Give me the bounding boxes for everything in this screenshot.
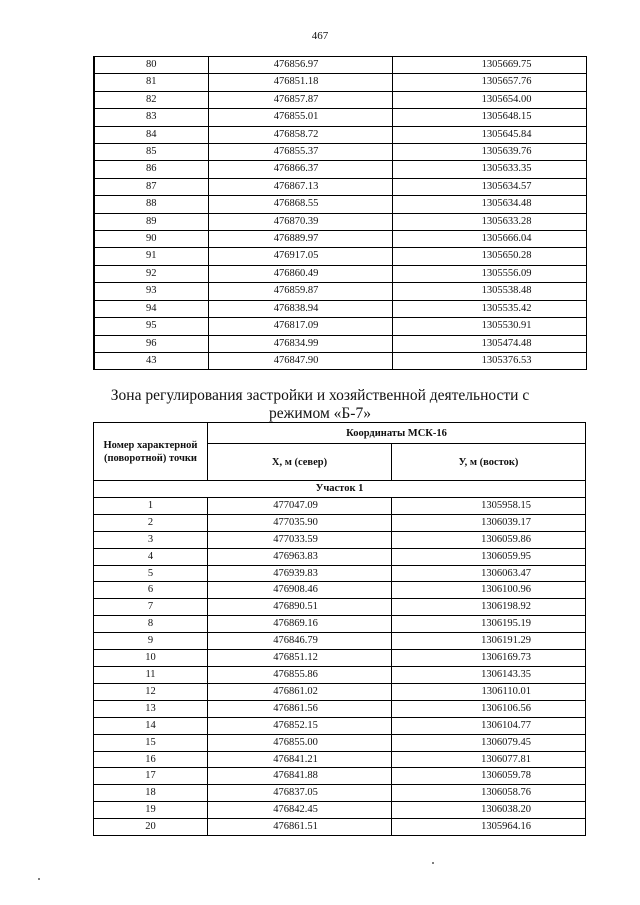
x-coordinate-cell: 476866.37 — [208, 161, 392, 178]
point-number-cell: 2 — [94, 514, 208, 531]
y-coordinate-cell: 1306106.56 — [392, 700, 586, 717]
y-coordinate-cell: 1305964.16 — [392, 819, 586, 836]
table-row — [94, 161, 586, 178]
y-coordinate-cell: 1306077.81 — [392, 751, 586, 768]
x-coordinate-cell: 477047.09 — [208, 497, 392, 514]
point-number-cell: 81 — [94, 74, 208, 91]
y-coordinate-cell: 1305639.76 — [392, 144, 586, 161]
y-coordinate-cell: 1306079.45 — [392, 734, 586, 751]
point-number-cell: 96 — [94, 335, 208, 352]
x-coordinate-cell: 476857.87 — [208, 91, 392, 108]
table-row — [94, 683, 586, 700]
x-coordinate-cell: 477033.59 — [208, 531, 392, 548]
y-coordinate-cell: 1305657.76 — [392, 74, 586, 91]
x-coordinate-cell: 476851.12 — [208, 650, 392, 667]
table-row — [94, 265, 586, 282]
x-coordinate-cell: 476838.94 — [208, 300, 392, 317]
y-coordinate-cell: 1305376.53 — [392, 352, 586, 369]
point-number-cell: 85 — [94, 144, 208, 161]
table-row — [94, 582, 586, 599]
x-coordinate-cell: 476889.97 — [208, 231, 392, 248]
y-coordinate-cell: 1306063.47 — [392, 565, 586, 582]
zone-heading — [0, 387, 640, 423]
x-coordinate-cell: 476855.37 — [208, 144, 392, 161]
x-coordinate-cell: 476860.49 — [208, 265, 392, 282]
point-number-cell: 86 — [94, 161, 208, 178]
x-coordinate-cell: 476834.99 — [208, 335, 392, 352]
table-row — [94, 751, 586, 768]
header-x: Х, м (север) — [208, 444, 392, 481]
header-point-number: Номер характерной (поворотной) точки — [94, 423, 208, 481]
y-coordinate-cell: 1306143.35 — [392, 666, 586, 683]
y-coordinate-cell: 1305666.04 — [392, 231, 586, 248]
x-coordinate-cell: 476858.72 — [208, 126, 392, 143]
x-coordinate-cell: 476908.46 — [208, 582, 392, 599]
y-coordinate-cell: 1305645.84 — [392, 126, 586, 143]
point-number-cell: 5 — [94, 565, 208, 582]
point-number-cell: 6 — [94, 582, 208, 599]
scan-dot — [432, 862, 434, 864]
point-number-cell: 12 — [94, 683, 208, 700]
x-coordinate-cell: 476917.05 — [208, 248, 392, 265]
y-coordinate-cell: 1305474.48 — [392, 335, 586, 352]
point-number-cell: 18 — [94, 785, 208, 802]
point-number-cell: 19 — [94, 802, 208, 819]
table-row — [94, 700, 586, 717]
point-number-cell: 93 — [94, 283, 208, 300]
table-row — [94, 666, 586, 683]
point-number-cell: 13 — [94, 700, 208, 717]
coordinates-table-continued — [93, 56, 587, 370]
x-coordinate-cell: 476847.90 — [208, 352, 392, 369]
x-coordinate-cell: 476861.51 — [208, 819, 392, 836]
x-coordinate-cell: 476890.51 — [208, 599, 392, 616]
table-row — [94, 717, 586, 734]
point-number-cell: 15 — [94, 734, 208, 751]
point-number-cell: 92 — [94, 265, 208, 282]
y-coordinate-cell: 1305535.42 — [392, 300, 586, 317]
y-coordinate-cell: 1305538.48 — [392, 283, 586, 300]
y-coordinate-cell: 1306059.86 — [392, 531, 586, 548]
y-coordinate-cell: 1306100.96 — [392, 582, 586, 599]
table-row — [94, 74, 586, 91]
y-coordinate-cell: 1305650.28 — [392, 248, 586, 265]
point-number-cell: 94 — [94, 300, 208, 317]
table-row — [94, 91, 586, 108]
point-number-cell: 88 — [94, 196, 208, 213]
table-row — [94, 548, 586, 565]
point-number-cell: 11 — [94, 666, 208, 683]
table-row — [94, 802, 586, 819]
table-row — [94, 352, 586, 369]
x-coordinate-cell: 476851.18 — [208, 74, 392, 91]
y-coordinate-cell: 1305634.48 — [392, 196, 586, 213]
x-coordinate-cell: 476855.01 — [208, 109, 392, 126]
point-number-cell: 83 — [94, 109, 208, 126]
section-label: Участок 1 — [94, 481, 586, 498]
x-coordinate-cell: 476841.88 — [208, 768, 392, 785]
point-number-cell: 82 — [94, 91, 208, 108]
table-row — [94, 565, 586, 582]
y-coordinate-cell: 1306039.17 — [392, 514, 586, 531]
point-number-cell: 1 — [94, 497, 208, 514]
point-number-cell: 10 — [94, 650, 208, 667]
table-row — [94, 196, 586, 213]
point-number-cell: 89 — [94, 213, 208, 230]
table-row — [94, 318, 586, 335]
table-row — [94, 768, 586, 785]
point-number-cell: 7 — [94, 599, 208, 616]
y-coordinate-cell: 1306110.01 — [392, 683, 586, 700]
point-number-cell: 20 — [94, 819, 208, 836]
y-coordinate-cell: 1305634.57 — [392, 178, 586, 195]
y-coordinate-cell: 1306104.77 — [392, 717, 586, 734]
section-row — [94, 481, 586, 498]
y-coordinate-cell: 1305669.75 — [392, 57, 586, 74]
y-coordinate-cell: 1305633.28 — [392, 213, 586, 230]
point-number-cell: 4 — [94, 548, 208, 565]
table-row — [94, 599, 586, 616]
x-coordinate-cell: 476855.00 — [208, 734, 392, 751]
table-row — [94, 231, 586, 248]
y-coordinate-cell: 1306038.20 — [392, 802, 586, 819]
table-row — [94, 57, 586, 74]
table-row — [94, 126, 586, 143]
x-coordinate-cell: 476846.79 — [208, 633, 392, 650]
x-coordinate-cell: 476869.16 — [208, 616, 392, 633]
x-coordinate-cell: 476837.05 — [208, 785, 392, 802]
y-coordinate-cell: 1306195.19 — [392, 616, 586, 633]
point-number-cell: 3 — [94, 531, 208, 548]
point-number-cell: 91 — [94, 248, 208, 265]
point-number-cell: 9 — [94, 633, 208, 650]
x-coordinate-cell: 476859.87 — [208, 283, 392, 300]
x-coordinate-cell: 476861.56 — [208, 700, 392, 717]
y-coordinate-cell: 1305958.15 — [392, 497, 586, 514]
x-coordinate-cell: 476841.21 — [208, 751, 392, 768]
x-coordinate-cell: 476939.83 — [208, 565, 392, 582]
table-row — [94, 633, 586, 650]
table-row — [94, 650, 586, 667]
table-row — [94, 178, 586, 195]
point-number-cell: 80 — [94, 57, 208, 74]
scan-dot — [38, 878, 40, 880]
table-row — [94, 300, 586, 317]
y-coordinate-cell: 1306058.76 — [392, 785, 586, 802]
x-coordinate-cell: 476817.09 — [208, 318, 392, 335]
header-coordinates: Координаты МСК-16 — [208, 423, 586, 444]
point-number-cell: 17 — [94, 768, 208, 785]
zone-heading-line2: режимом «Б-7» — [269, 405, 371, 422]
table-row — [94, 531, 586, 548]
x-coordinate-cell: 476867.13 — [208, 178, 392, 195]
x-coordinate-cell: 476868.55 — [208, 196, 392, 213]
table-row — [94, 248, 586, 265]
x-coordinate-cell: 476861.02 — [208, 683, 392, 700]
x-coordinate-cell: 476855.86 — [208, 666, 392, 683]
table-row — [94, 819, 586, 836]
y-coordinate-cell: 1305633.35 — [392, 161, 586, 178]
y-coordinate-cell: 1306059.95 — [392, 548, 586, 565]
table-row — [94, 144, 586, 161]
x-coordinate-cell: 476856.97 — [208, 57, 392, 74]
table-row — [94, 335, 586, 352]
table-row — [94, 497, 586, 514]
y-coordinate-cell: 1305556.09 — [392, 265, 586, 282]
x-coordinate-cell: 476870.39 — [208, 213, 392, 230]
y-coordinate-cell: 1305654.00 — [392, 91, 586, 108]
table-row — [94, 283, 586, 300]
point-number-cell: 84 — [94, 126, 208, 143]
x-coordinate-cell: 476842.45 — [208, 802, 392, 819]
point-number-cell: 14 — [94, 717, 208, 734]
header-y: У, м (восток) — [392, 444, 586, 481]
point-number-cell: 95 — [94, 318, 208, 335]
table-row — [94, 734, 586, 751]
table-row — [94, 514, 586, 531]
point-number-cell: 8 — [94, 616, 208, 633]
y-coordinate-cell: 1306198.92 — [392, 599, 586, 616]
page-number: 467 — [311, 30, 329, 42]
point-number-cell: 87 — [94, 178, 208, 195]
y-coordinate-cell: 1306169.73 — [392, 650, 586, 667]
table-row — [94, 616, 586, 633]
point-number-cell: 90 — [94, 231, 208, 248]
table-row — [94, 213, 586, 230]
y-coordinate-cell: 1306191.29 — [392, 633, 586, 650]
y-coordinate-cell: 1306059.78 — [392, 768, 586, 785]
x-coordinate-cell: 476963.83 — [208, 548, 392, 565]
zone-heading-line1: Зона регулирования застройки и хозяйственной деятельности с — [110, 387, 530, 404]
y-coordinate-cell: 1305530.91 — [392, 318, 586, 335]
point-number-cell: 16 — [94, 751, 208, 768]
table-row — [94, 109, 586, 126]
point-number-cell: 43 — [94, 352, 208, 369]
x-coordinate-cell: 477035.90 — [208, 514, 392, 531]
x-coordinate-cell: 476852.15 — [208, 717, 392, 734]
coordinates-table-b7 — [93, 422, 586, 836]
y-coordinate-cell: 1305648.15 — [392, 109, 586, 126]
table-row — [94, 785, 586, 802]
